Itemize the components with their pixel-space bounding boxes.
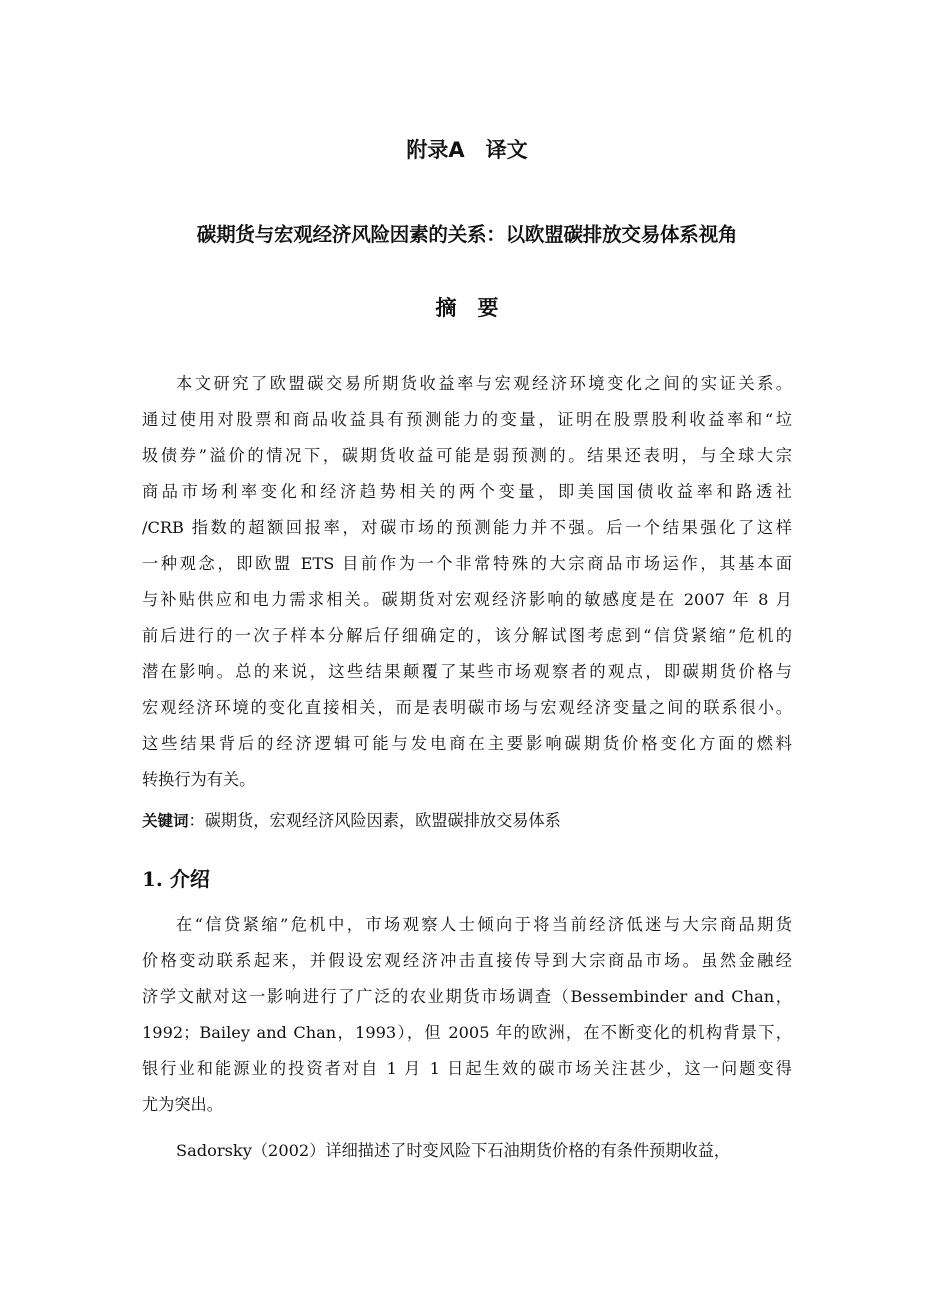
appendix-title: 附录A 译文: [406, 138, 528, 162]
introduction-paragraph: [142, 907, 792, 1123]
abstract-line: 这些结果背后的经济逻辑可能与发电商在主要影响碳期货价格变化方面的燃料: [142, 734, 792, 753]
keywords-label: 关键词: [142, 812, 189, 830]
introduction-paragraph-2: [142, 1133, 792, 1169]
abstract-line: 宏观经济环境的变化直接相关，而是表明碳市场与宏观经济变量之间的联系很小。: [142, 698, 792, 717]
intro-line: 价格变动联系起来，并假设宏观经济冲击直接传导到大宗商品市场。虽然金融经: [142, 951, 792, 970]
abstract-line: 圾债券”溢价的情况下，碳期货收益可能是弱预测的。结果还表明，与全球大宗: [142, 446, 792, 465]
abstract-line: 与补贴供应和电力需求相关。碳期货对宏观经济影响的敏感度是在 2007 年 8 月: [142, 590, 792, 609]
abstract-line: 一种观念，即欧盟 ETS 目前作为一个非常特殊的大宗商品市场运作，其基本面: [142, 554, 792, 573]
intro-line: 在“信贷紧缩”危机中，市场观察人士倾向于将当前经济低迷与大宗商品期货: [176, 915, 792, 934]
paper-title: 碳期货与宏观经济风险因素的关系：以欧盟碳排放交易体系视角: [196, 223, 738, 246]
abstract-line: 通过使用对股票和商品收益具有预测能力的变量，证明在股票股利收益率和“垃: [142, 410, 792, 429]
intro-line: 1992；Bailey and Chan，1993），但 2005 年的欧洲，在不断变化的机构背景下，: [142, 1023, 792, 1042]
keywords-text: ：碳期货，宏观经济风险因素，欧盟碳排放交易体系: [188, 811, 561, 830]
abstract-line: 潜在影响。总的来说，这些结果颠覆了某些市场观察者的观点，即碳期货价格与: [142, 662, 792, 681]
intro-line: Sadorsky（2002）详细描述了时变风险下石油期货价格的有条件预期收益，: [176, 1141, 731, 1160]
abstract-line: 转换行为有关。: [142, 770, 256, 789]
abstract-line: 本文研究了欧盟碳交易所期货收益率与宏观经济环境变化之间的实证关系。: [176, 374, 792, 393]
abstract-line: 商品市场利率变化和经济趋势相关的两个变量，即美国国债收益率和路透社: [142, 482, 792, 501]
keywords: [142, 803, 792, 839]
abstract-heading: 摘 要: [435, 296, 499, 320]
intro-line: 济学文献对这一影响进行了广泛的农业期货市场调查（Bessembinder and Chan，: [142, 987, 792, 1006]
section-heading-introduction: 1. 介绍: [142, 867, 210, 891]
abstract-line: 前后进行的一次子样本分解后仔细确定的，该分解试图考虑到“信贷紧缩”危机的: [142, 626, 792, 645]
abstract-body: [142, 366, 792, 798]
intro-line: 尤为突出。: [142, 1095, 223, 1114]
abstract-line: /CRB 指数的超额回报率，对碳市场的预测能力并不强。后一个结果强化了这样: [142, 518, 792, 537]
intro-line: 银行业和能源业的投资者对自 1 月 1 日起生效的碳市场关注甚少，这一问题变得: [142, 1059, 792, 1078]
